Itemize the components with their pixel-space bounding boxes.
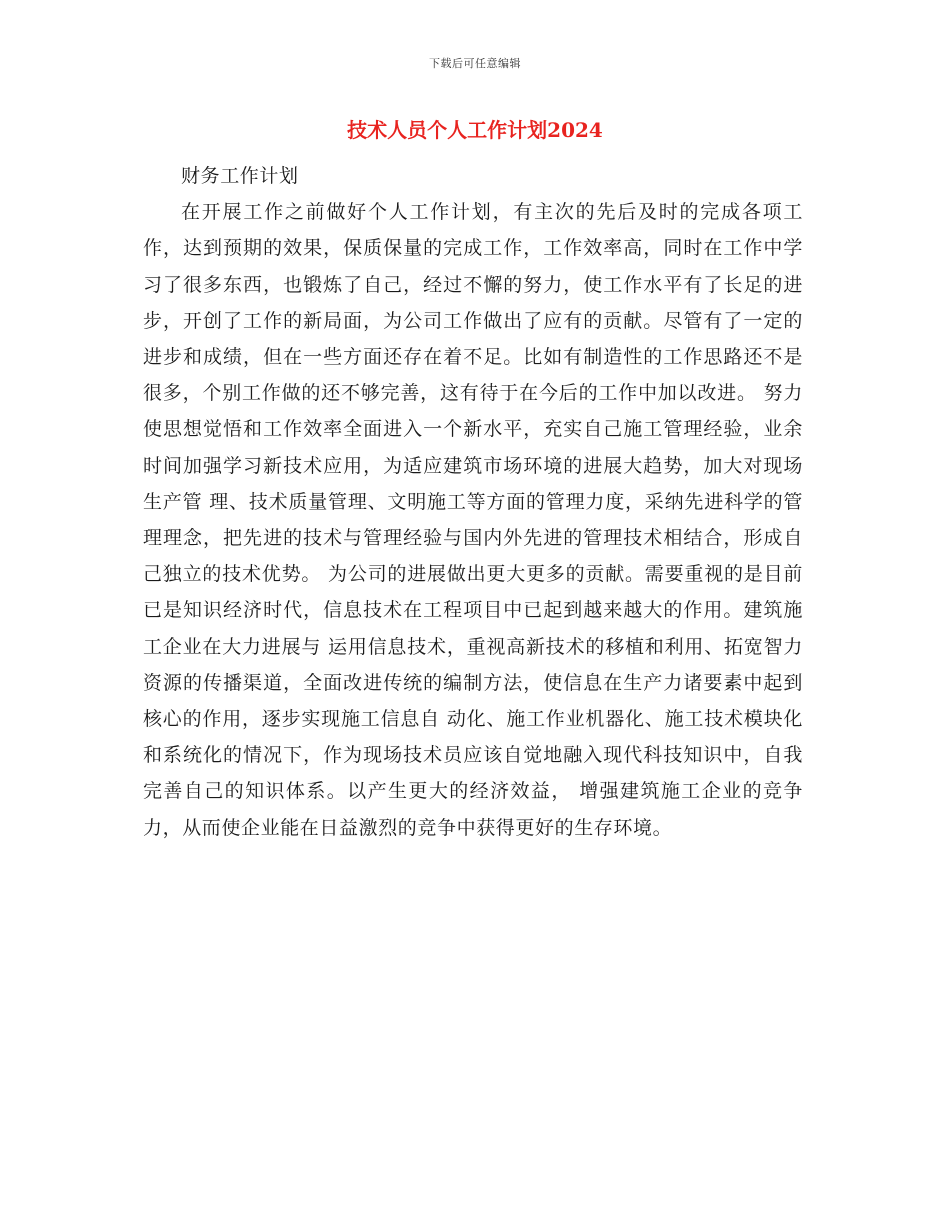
document-title: 技术人员个人工作计划2024 xyxy=(347,118,603,142)
header-note: 下载后可任意编辑 xyxy=(429,57,521,70)
document-body xyxy=(143,158,803,846)
section-heading: 财务工作计划 xyxy=(181,165,299,187)
body-paragraph: 在开展工作之前做好个人工作计划，有主次的先后及时的完成各项工作，达到预期的效果，保质保量的完成工作，工作效率高，同时在工作中学习了很多东西，也锻炼了自己，经过不懈的努力，使工作水平有了长足的进步，开创了工作的新局面，为公司工作做出了应有的贡献。尽管有了一定的进步和成绩，但在一些方面还存在着不足。比如有制造性的工作思路还不是很多，个别工作做的还不够完善，这有待于在今后的工作中加以改进。 努力使思想觉悟和工作效率全面进入一个新水平，充实自己施工管理经验，业余时间加强学习新技术应用，为适应建筑市场环境的进展大趋势，加大对现场生产管 理、技术质量管理、文明施工等方面的管理力度，采纳先进科学的管理理念，把先进的技术与管理经验与国内外先进的管理技术相结合，形成自己独立的技术优势。 为公司的进展做出更大更多的贡献。需要重视的是目前已是知识经济时代，信息技术在工程项目中已起到越来越大的作用。建筑施工企业在大力进展与 运用信息技术，重视高新技术的移植和利用、拓宽智力资源的传播渠道，全面改进传统的编制方法，使信息在生产力诸要素中起到核心的作用，逐步实现施工信息自 动化、施工作业机器化、施工技术模块化和系统化的情况下，作为现场技术员应该自觉地融入现代科技知识中，自我完善自己的知识体系。以产生更大的经济效益， 增强建筑施工企业的竞争力，从而使企业能在日益激烈的竞争中获得更好的生存环境。 xyxy=(143,201,803,839)
